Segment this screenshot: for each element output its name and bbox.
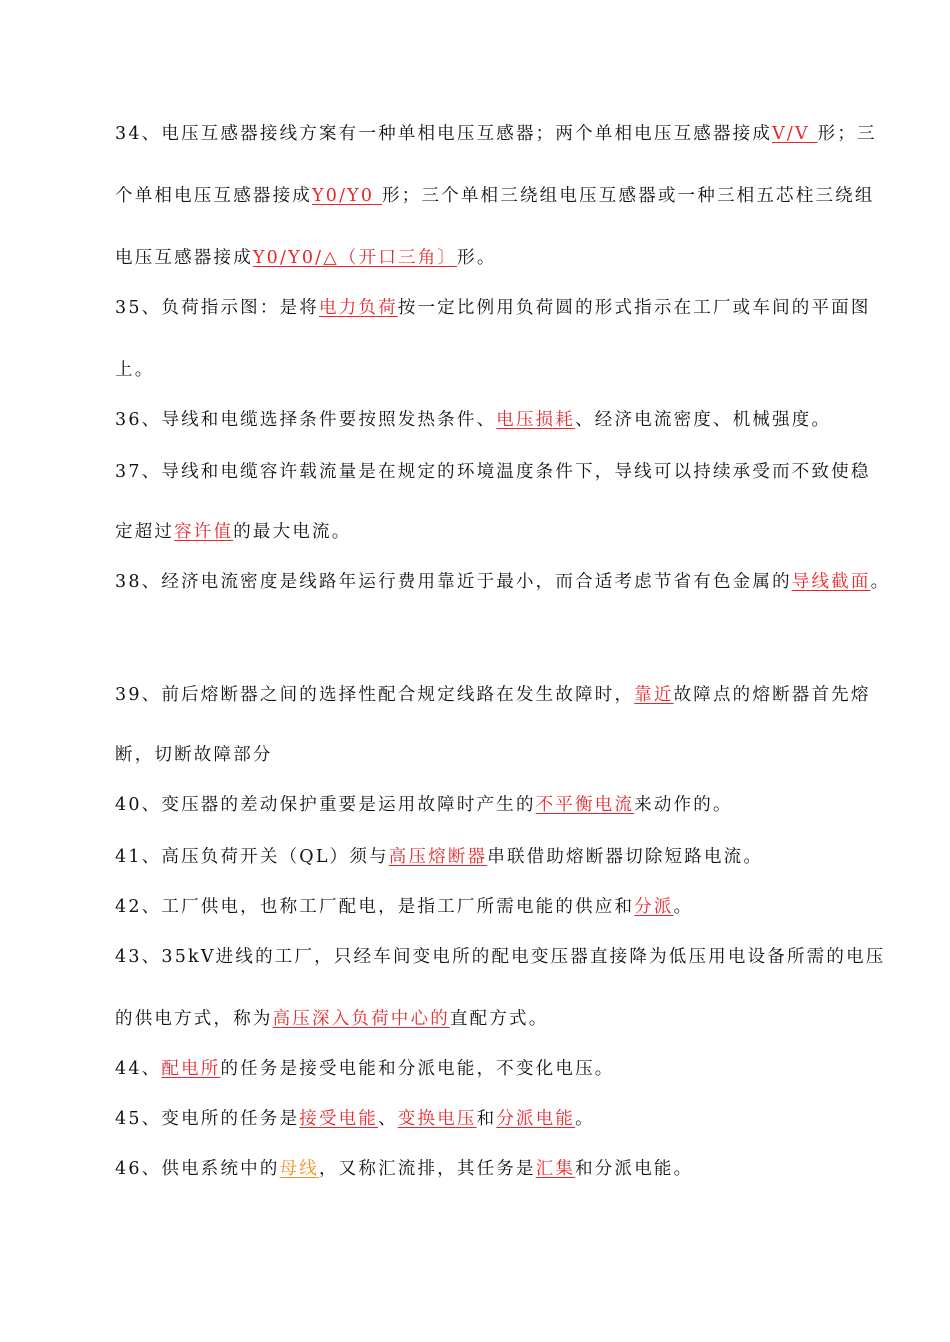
text-line <box>115 1057 614 1081</box>
body-text: 形；三个单相三绕组电压互感器或一种三相五芯柱三绕组 <box>382 186 875 206</box>
text-line <box>115 1107 595 1131</box>
text-line <box>115 296 871 320</box>
text-line <box>115 122 877 146</box>
answer-text: Y0/Y0/△（开口三角〕 <box>252 248 458 268</box>
answer-text: 不平衡电流 <box>535 795 635 815</box>
body-text: 45、变电所的任务是 <box>115 1109 300 1129</box>
body-text: 个单相电压互感器接成 <box>115 186 312 206</box>
text-line <box>115 683 871 707</box>
body-text: 上。 <box>115 360 155 380</box>
body-text: 按一定比例用负荷圆的形式指示在工厂或车间的平面图 <box>397 298 871 318</box>
body-text: 。 <box>673 897 694 917</box>
body-text: 39、前后熔断器之间的选择性配合规定线路在发生故障时， <box>115 685 635 705</box>
body-text: 的供电方式，称为 <box>115 1009 273 1029</box>
body-text: 直配方式。 <box>449 1009 549 1029</box>
text-line <box>115 460 871 484</box>
answer-text: 靠近 <box>634 685 674 705</box>
body-text: 41、高压负荷开关（QL）须与 <box>115 847 389 867</box>
text-line <box>115 945 885 969</box>
body-text: 、 <box>378 1109 398 1129</box>
body-text: 40、变压器的差动保护重要是运用故障时产生的 <box>115 795 536 815</box>
body-text: 断，切断故障部分 <box>115 745 273 765</box>
text-line <box>115 358 154 382</box>
body-text: 和分派电能。 <box>575 1159 694 1179</box>
answer-text: 配电所 <box>161 1059 221 1079</box>
body-text: 。 <box>575 1109 595 1129</box>
body-text: 电压互感器接成 <box>115 248 253 268</box>
body-text: 串联借助熔断器切除短路电流。 <box>487 847 764 867</box>
body-text: 定超过 <box>115 522 175 542</box>
answer-text: Y0/Y0 <box>312 186 383 206</box>
body-text: 和 <box>476 1109 497 1129</box>
text-line <box>115 1007 548 1031</box>
body-text: 故障点的熔断器首先熔 <box>673 685 871 705</box>
body-text: 44、 <box>115 1059 162 1079</box>
body-text: 、经济电流密度、机械强度。 <box>575 410 832 430</box>
text-line <box>115 743 273 767</box>
body-text: 。 <box>870 572 891 592</box>
answer-text: 高压深入负荷中心的 <box>272 1009 450 1029</box>
body-text: ，又称汇流排，其任务是 <box>318 1159 536 1179</box>
answer-text: 容许值 <box>174 522 234 542</box>
answer-text: 汇集 <box>535 1159 576 1179</box>
body-text: 37、导线和电缆容许载流量是在规定的环境温度条件下，导线可以持续承受而不致使稳 <box>115 462 871 482</box>
answer-text: 导线截面 <box>791 572 871 592</box>
answer-text: 分派 <box>634 897 674 917</box>
answer-text: 高压熔断器 <box>388 847 488 867</box>
text-line <box>115 408 831 432</box>
text-line <box>115 1157 693 1181</box>
answer-text: 变换电压 <box>397 1109 477 1129</box>
answer-text: 分派电能 <box>496 1109 576 1129</box>
text-line <box>115 845 763 869</box>
answer-text: V/V <box>772 124 818 144</box>
body-text: 形；三 <box>817 124 877 144</box>
answer-text: 电压损耗 <box>496 410 576 430</box>
text-line <box>115 246 497 270</box>
text-line <box>115 570 890 594</box>
body-text: 46、供电系统中的 <box>115 1159 280 1179</box>
body-text: 36、导线和电缆选择条件要按照发热条件、 <box>115 410 497 430</box>
body-text: 形。 <box>457 248 497 268</box>
body-text: 43、35kV进线的工厂，只经车间变电所的配电变压器直接降为低压用电设备所需的电压 <box>115 947 886 967</box>
body-text: 34、电压互感器接线方案有一种单相电压互感器；两个单相电压互感器接成 <box>115 124 773 144</box>
text-line <box>115 184 875 208</box>
answer-text: 母线 <box>279 1159 319 1179</box>
text-line <box>115 793 733 817</box>
body-text: 来动作的。 <box>634 795 733 815</box>
answer-text: 电力负荷 <box>318 298 398 318</box>
text-line <box>115 895 693 919</box>
body-text: 35、负荷指示图：是将 <box>115 298 319 318</box>
body-text: 的任务是接受电能和分派电能，不变化电压。 <box>220 1059 615 1079</box>
body-text: 38、经济电流密度是线路年运行费用靠近于最小，而合适考虑节省有色金属的 <box>115 572 792 592</box>
body-text: 42、工厂供电，也称工厂配电，是指工厂所需电能的供应和 <box>115 897 635 917</box>
text-line <box>115 520 351 544</box>
body-text: 的最大电流。 <box>233 522 352 542</box>
answer-text: 接受电能 <box>299 1109 379 1129</box>
